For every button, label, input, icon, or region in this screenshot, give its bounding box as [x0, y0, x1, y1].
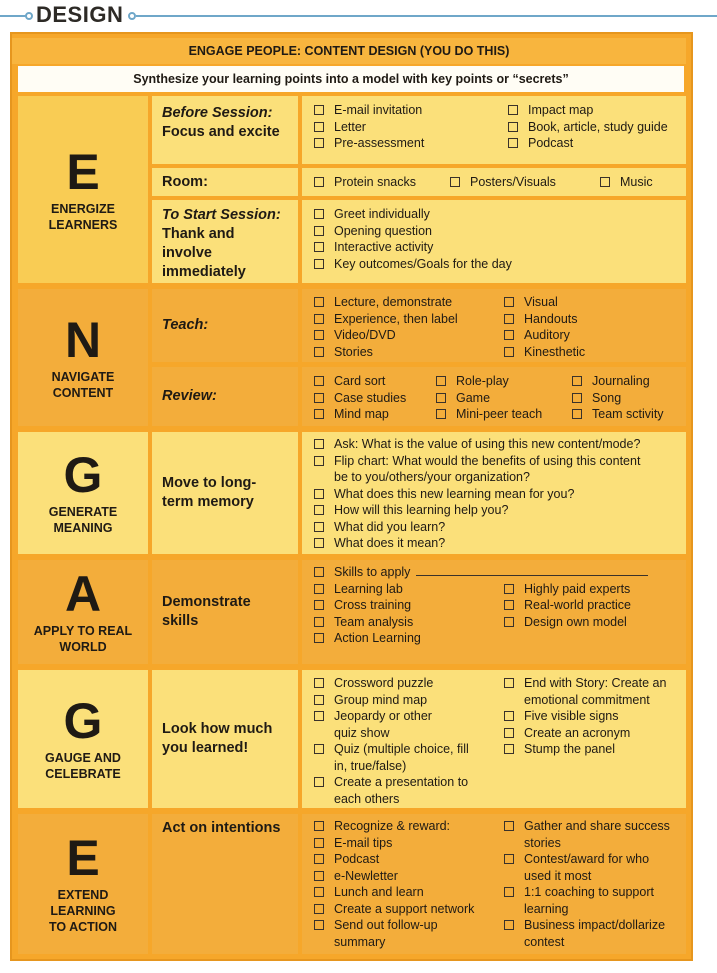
checkbox-icon[interactable] — [314, 600, 324, 610]
section-label-line: CONTENT — [52, 385, 114, 400]
checkbox-icon[interactable] — [504, 330, 514, 340]
option-continuation: stories — [524, 835, 561, 850]
checkbox-option[interactable]: Group mind map — [314, 692, 427, 709]
section-letter: A — [64, 566, 102, 622]
checkbox-option[interactable]: Action Learning — [314, 630, 421, 647]
checkbox-option[interactable]: Mini-peer teach — [436, 406, 542, 423]
checkbox-icon[interactable] — [508, 122, 518, 132]
checkbox-option[interactable]: Lunch and learn — [314, 884, 424, 901]
row-label-act-on-intentions — [152, 814, 298, 954]
option-continuation: learning — [524, 901, 569, 916]
checkbox-icon[interactable] — [314, 376, 324, 386]
checkbox-option[interactable]: Interactive activity — [314, 239, 433, 256]
section-letter: E — [66, 830, 100, 886]
row-label-line: Look how much — [162, 721, 273, 737]
checkbox-icon[interactable] — [436, 409, 446, 419]
checkbox-option[interactable]: Protein snacks — [314, 174, 416, 191]
options-act-on-intentions — [302, 814, 686, 954]
checkbox-option[interactable]: Greet individually — [314, 206, 430, 223]
checkbox-icon[interactable] — [314, 678, 324, 688]
row-label-before-session — [152, 96, 298, 164]
checkbox-option[interactable]: Handouts — [504, 311, 578, 328]
checkbox-icon[interactable] — [314, 584, 324, 594]
checkbox-icon[interactable] — [504, 347, 514, 357]
section-energize — [18, 96, 148, 283]
checkbox-icon[interactable] — [504, 887, 514, 897]
options-long-term-memory — [302, 432, 686, 554]
options-teach — [302, 289, 686, 362]
row-label-line: term memory — [162, 494, 254, 510]
checkbox-option[interactable]: Five visible signs — [504, 708, 618, 725]
skills-blank-line[interactable] — [416, 564, 648, 576]
row-label-long-term-memory — [152, 432, 298, 554]
checkbox-option[interactable]: e-Newletter — [314, 868, 398, 885]
checkbox-icon[interactable] — [572, 409, 582, 419]
checkbox-icon[interactable] — [314, 314, 324, 324]
checkbox-icon[interactable] — [450, 177, 460, 187]
checkbox-option[interactable]: Cross training — [314, 597, 411, 614]
checkbox-icon[interactable] — [504, 854, 514, 864]
checkbox-option[interactable]: Flip chart: What would the benefits of using this content — [314, 453, 640, 470]
section-label-line: EXTEND — [57, 888, 109, 902]
checkbox-option[interactable]: Team sctivity — [572, 406, 664, 423]
section-label-line: NAVIGATE — [51, 369, 115, 384]
checkbox-option[interactable]: Gather and share success — [504, 818, 670, 835]
checkbox-option[interactable]: Learning lab — [314, 581, 403, 598]
checkbox-option[interactable]: What does it mean? — [314, 535, 445, 552]
checkbox-option[interactable]: Opening question — [314, 223, 432, 240]
checkbox-option[interactable]: Card sort — [314, 373, 385, 390]
checkbox-icon[interactable] — [314, 409, 324, 419]
row-label-line: To Start Session: — [162, 207, 281, 223]
section-label-line: LEARNERS — [48, 217, 118, 232]
row-label-line: Teach: — [162, 317, 209, 333]
checkbox-option[interactable]: Recognize & reward: — [314, 818, 450, 835]
checkbox-icon[interactable] — [504, 617, 514, 627]
checkbox-option[interactable]: Video/DVD — [314, 327, 396, 344]
checkbox-icon[interactable] — [314, 347, 324, 357]
options-start-session — [302, 200, 686, 283]
checkbox-icon[interactable] — [314, 297, 324, 307]
row-label-line: Focus and excite — [162, 124, 280, 140]
option-continuation: in, true/false) — [334, 758, 407, 773]
checkbox-icon[interactable] — [504, 314, 514, 324]
checkbox-icon[interactable] — [314, 209, 324, 219]
checkbox-option[interactable]: Business impact/dollarize — [504, 917, 665, 934]
checkbox-option[interactable]: Journaling — [572, 373, 650, 390]
checkbox-icon[interactable] — [504, 711, 514, 721]
checkbox-option[interactable]: Posters/Visuals — [450, 174, 556, 191]
checkbox-icon[interactable] — [600, 177, 610, 187]
row-label-line: Before Session: — [162, 105, 273, 121]
checkbox-option[interactable]: Create a presentation to — [314, 774, 468, 791]
checkbox-icon[interactable] — [504, 600, 514, 610]
table-subheader: Synthesize your learning points into a model with key points or “secrets” — [18, 66, 684, 92]
row-label-line: Review: — [162, 388, 217, 404]
checkbox-icon[interactable] — [504, 821, 514, 831]
checkbox-option[interactable]: Contest/award for who — [504, 851, 649, 868]
option-continuation: used it most — [524, 868, 592, 883]
checkbox-icon[interactable] — [314, 138, 324, 148]
checkbox-option[interactable]: What does this new learning mean for you? — [314, 486, 574, 503]
option-continuation: be to you/others/your organization? — [334, 470, 530, 484]
row-label-line: you learned! — [162, 740, 249, 756]
checkbox-option[interactable]: Pre-assessment — [314, 135, 424, 152]
checkbox-icon[interactable] — [504, 584, 514, 594]
checkbox-icon[interactable] — [314, 695, 324, 705]
checkbox-option[interactable]: Letter — [314, 119, 366, 136]
section-label-line: TO ACTION — [48, 920, 118, 934]
option-continuation: emotional commitment — [524, 692, 650, 707]
checkbox-icon[interactable] — [436, 393, 446, 403]
checkbox-icon[interactable] — [504, 744, 514, 754]
section-letter: N — [64, 311, 102, 368]
section-label-line: MEANING — [53, 521, 113, 535]
checkbox-icon[interactable] — [314, 777, 324, 787]
row-label-look-how-much — [152, 670, 298, 808]
checkbox-icon[interactable] — [314, 505, 324, 515]
options-room — [302, 168, 686, 196]
checkbox-icon[interactable] — [314, 177, 324, 187]
checkbox-icon[interactable] — [504, 728, 514, 738]
checkbox-icon[interactable] — [314, 439, 324, 449]
checkbox-icon[interactable] — [508, 105, 518, 115]
checkbox-option[interactable]: E-mail invitation — [314, 102, 422, 119]
checkbox-icon[interactable] — [314, 821, 324, 831]
section-label-line: CELEBRATE — [45, 767, 121, 781]
section-label-line: WORLD — [59, 640, 107, 654]
checkbox-option[interactable]: Visual — [504, 294, 558, 311]
checkbox-option[interactable]: Podcast — [508, 135, 573, 152]
checkbox-icon[interactable] — [314, 489, 324, 499]
checkbox-option[interactable]: Song — [572, 390, 621, 407]
checkbox-icon[interactable] — [314, 920, 324, 930]
checkbox-option[interactable]: Kinesthetic — [504, 344, 585, 361]
checkbox-icon[interactable] — [314, 887, 324, 897]
section-extend — [18, 814, 148, 954]
section-letter: E — [66, 143, 100, 200]
checkbox-option[interactable]: Team analysis — [314, 614, 413, 631]
checkbox-option[interactable]: End with Story: Create an — [504, 675, 666, 692]
section-letter: G — [63, 693, 103, 749]
section-label-line: GENERATE — [48, 505, 118, 519]
section-label-line: APPLY TO REAL — [33, 624, 133, 638]
checkbox-icon[interactable] — [314, 617, 324, 627]
table-header: ENGAGE PEOPLE: CONTENT DESIGN (YOU DO THIS) — [12, 38, 686, 64]
checkbox-icon[interactable] — [504, 920, 514, 930]
checkbox-icon[interactable] — [314, 871, 324, 881]
checkbox-icon[interactable] — [314, 330, 324, 340]
checkbox-icon[interactable] — [314, 522, 324, 532]
section-label-line: ENERGIZE — [51, 201, 115, 216]
row-label-teach — [152, 289, 298, 362]
checkbox-icon[interactable] — [314, 854, 324, 864]
section-label-line: LEARNING — [50, 904, 116, 918]
checkbox-option[interactable]: Role-play — [436, 373, 509, 390]
row-label-line: Thank and — [162, 226, 235, 242]
checkbox-option[interactable]: Quiz (multiple choice, fill — [314, 741, 469, 758]
options-look-how-much — [302, 670, 686, 808]
checkbox-icon[interactable] — [314, 711, 324, 721]
checkbox-icon[interactable] — [314, 838, 324, 848]
checkbox-option[interactable]: Key outcomes/Goals for the day — [314, 256, 512, 273]
checkbox-option[interactable]: Highly paid experts — [504, 581, 630, 598]
section-letter: G — [63, 447, 103, 503]
checkbox-option[interactable]: Ask: What is the value of using this new content/mode? — [314, 436, 640, 453]
checkbox-icon[interactable] — [572, 376, 582, 386]
checkbox-icon[interactable] — [314, 567, 324, 577]
checkbox-option[interactable]: Create an acronym — [504, 725, 630, 742]
options-review — [302, 367, 686, 426]
checkbox-option[interactable]: Impact map — [508, 102, 593, 119]
checkbox-icon[interactable] — [314, 456, 324, 466]
checkbox-option[interactable]: Design own model — [504, 614, 627, 631]
checkbox-option[interactable]: How will this learning help you? — [314, 502, 508, 519]
checkbox-option[interactable]: 1:1 coaching to support — [504, 884, 654, 901]
checkbox-icon[interactable] — [314, 122, 324, 132]
checkbox-icon[interactable] — [314, 393, 324, 403]
row-label-room — [152, 168, 298, 196]
checkbox-icon[interactable] — [314, 226, 324, 236]
row-label-line: immediately — [162, 264, 246, 280]
options-before-session — [302, 96, 686, 164]
checkbox-option[interactable]: Experience, then label — [314, 311, 458, 328]
section-generate — [18, 432, 148, 554]
title-dot-left-icon — [25, 12, 33, 20]
skills-to-apply-field[interactable]: Skills to apply — [314, 564, 648, 581]
row-label-line: Demonstrate — [162, 594, 251, 610]
row-label-line: involve — [162, 245, 212, 261]
checkbox-option[interactable]: Stories — [314, 344, 373, 361]
checkbox-icon[interactable] — [314, 242, 324, 252]
page-title: DESIGN — [36, 2, 124, 27]
checkbox-option[interactable]: Lecture, demonstrate — [314, 294, 452, 311]
row-label-line: Act on intentions — [162, 820, 281, 836]
checkbox-option[interactable]: Music — [600, 174, 653, 191]
checkbox-option[interactable]: What did you learn? — [314, 519, 445, 536]
section-apply — [18, 560, 148, 664]
checkbox-option[interactable]: Podcast — [314, 851, 379, 868]
checkbox-option[interactable]: Game — [436, 390, 490, 407]
checkbox-icon[interactable] — [314, 538, 324, 548]
checkbox-icon[interactable] — [436, 376, 446, 386]
checkbox-icon[interactable] — [314, 904, 324, 914]
title-bar — [0, 0, 717, 30]
options-demonstrate-skills — [302, 560, 686, 664]
section-label-line: GAUGE AND — [45, 751, 121, 765]
option-continuation: contest — [524, 934, 565, 949]
checkbox-option[interactable]: Book, article, study guide — [508, 119, 668, 136]
checkbox-option[interactable]: Case studies — [314, 390, 406, 407]
checkbox-option[interactable]: Real-world practice — [504, 597, 631, 614]
section-gauge — [18, 670, 148, 808]
checkbox-icon[interactable] — [504, 297, 514, 307]
option-continuation: each others — [334, 791, 400, 806]
checkbox-icon[interactable] — [314, 744, 324, 754]
checkbox-option[interactable]: Crossword puzzle — [314, 675, 433, 692]
row-label-line: Room: — [162, 173, 208, 190]
option-continuation: summary — [334, 934, 386, 949]
checkbox-icon[interactable] — [572, 393, 582, 403]
row-label-line: skills — [162, 613, 199, 629]
checkbox-icon[interactable] — [314, 259, 324, 269]
row-label-line: Move to long- — [162, 475, 257, 491]
section-navigate — [18, 289, 148, 426]
row-label-review — [152, 367, 298, 426]
checkbox-icon[interactable] — [314, 633, 324, 643]
checkbox-option[interactable]: Jeopardy or other — [314, 708, 432, 725]
option-continuation: quiz show — [334, 725, 390, 740]
title-rule-right — [136, 15, 717, 17]
checkbox-option[interactable]: E-mail tips — [314, 835, 392, 852]
checkbox-option[interactable]: Stump the panel — [504, 741, 615, 758]
checkbox-icon[interactable] — [504, 678, 514, 688]
checkbox-icon[interactable] — [314, 105, 324, 115]
checkbox-option[interactable]: Auditory — [504, 327, 570, 344]
row-label-demonstrate-skills — [152, 560, 298, 664]
checkbox-option[interactable]: Send out follow-up — [314, 917, 438, 934]
row-label-start-session — [152, 200, 298, 283]
checkbox-option[interactable]: Mind map — [314, 406, 389, 423]
title-dot-right-icon — [128, 12, 136, 20]
checkbox-option[interactable]: Create a support network — [314, 901, 474, 918]
checkbox-icon[interactable] — [508, 138, 518, 148]
